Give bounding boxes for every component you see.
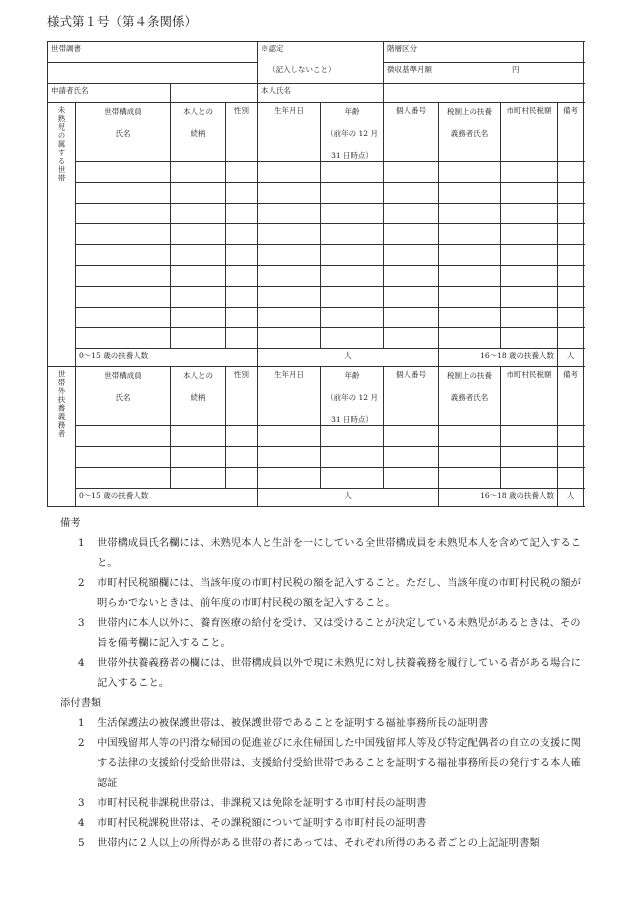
table-row[interactable] — [48, 307, 584, 328]
section1-label: 未熟児の属する世帯 — [57, 106, 66, 183]
list-item: 4 世帯外扶養義務者の欄には、世帯構成員以外で現に未熟児に対し扶養義務を履行している者がある場合に記入すること。 — [78, 657, 581, 689]
dep-0-15-label: 0～15 歳の扶養人数 — [79, 491, 149, 501]
survey-blank-cell — [48, 63, 258, 84]
person-unit: 人 — [566, 491, 575, 501]
col-relation: 本人との 続柄 — [171, 103, 226, 162]
list-item: 5 世帯内に２人以上の所得がある世帯の者にあっては、それぞれ所得のある者ごとの上記証明書類 — [78, 837, 540, 849]
table-row[interactable] — [48, 328, 584, 349]
col-remarks: 備考 — [558, 103, 584, 162]
table-row[interactable] — [48, 447, 584, 468]
col-remarks: 備考 — [558, 367, 584, 426]
dep-16-18-label: 16～18 歳の扶養人数 — [480, 351, 555, 361]
col-birthdate: 生年月日 — [258, 103, 321, 162]
person-label-cell — [258, 84, 384, 103]
dep-0-15-label: 0～15 歳の扶養人数 — [79, 351, 149, 361]
basis-month-cell[interactable] — [384, 63, 584, 84]
list-item: 3 市町村民税非課税世帯は、非課税又は免除を証明する市町村長の証明書 — [78, 797, 427, 809]
certification-note: （記入しないこと） — [268, 64, 336, 74]
applicant-label: 申請者氏名 — [51, 86, 89, 95]
certification-label-cell — [258, 42, 384, 63]
table-row[interactable] — [48, 468, 584, 489]
dep-0-15-label-cell — [76, 489, 258, 507]
list-item: 1 世帯構成員氏名欄には、未熟児本人と生計を一にしている全世帯構成員を未熟児本人を含めて記入すること。 — [78, 537, 581, 569]
col-age: 年齢 （前年の 12 月 31 日時点） — [321, 103, 384, 162]
col-relation: 本人との 続柄 — [171, 367, 226, 426]
table-row[interactable] — [48, 286, 584, 307]
bracket-cell[interactable] — [384, 42, 584, 63]
person-unit: 人 — [344, 351, 352, 361]
person-unit: 人 — [566, 351, 575, 361]
basis-month-label: 徴収基準月額 — [387, 65, 433, 74]
section1-label-cell — [48, 103, 76, 367]
household-survey-table — [47, 41, 584, 507]
table-row[interactable] — [48, 245, 584, 266]
col-tax-dependent: 税制上の扶養 義務者氏名 — [439, 103, 501, 162]
yen-unit: 円 — [512, 65, 520, 74]
col-municipal-tax: 市町村民税額 — [501, 367, 558, 426]
col-member-name: 世帯構成員 氏名 — [76, 103, 171, 162]
list-item: 3 世帯内に本人以外に、養育医療の給付を受け、又は受けることが決定している未熟児があるときは、その旨を備考欄に記入すること。 — [78, 617, 581, 649]
dep-16-18-label-cell — [439, 489, 558, 507]
dep-16-18-label-cell — [439, 349, 558, 367]
bracket-label: 階層区分 — [387, 44, 418, 53]
col-personal-number: 個人番号 — [384, 103, 439, 162]
applicant-label-cell — [48, 84, 171, 103]
form-title: 様式第１号（第４条関係） — [47, 14, 198, 29]
dep-0-15-label-cell — [76, 349, 258, 367]
applicant-name-field[interactable] — [171, 84, 258, 103]
table-row[interactable] — [48, 203, 584, 224]
col-municipal-tax: 市町村民税額 — [501, 103, 558, 162]
person-name-field[interactable] — [384, 84, 584, 103]
col-member-name: 世帯構成員 氏名 — [76, 367, 171, 426]
dep-0-15-field[interactable] — [258, 489, 439, 507]
survey-label: 世帯調書 — [51, 44, 81, 53]
table-row[interactable] — [48, 182, 584, 203]
section2-label-cell — [48, 367, 76, 507]
certification-note-cell — [258, 63, 384, 84]
notes-section — [60, 513, 590, 853]
attachments-title: 添付書類 — [60, 697, 102, 709]
certification-label: ※認定 — [261, 44, 284, 53]
survey-label-cell — [48, 42, 258, 63]
col-tax-dependent: 税制上の扶養 義務者氏名 — [439, 367, 501, 426]
table-row[interactable] — [48, 162, 584, 183]
table-row[interactable] — [48, 224, 584, 245]
list-item: 1 生活保護法の被保護世帯は、被保護世帯であることを証明する福祉事務所長の証明書 — [78, 717, 489, 729]
dep-16-18-label: 16～18 歳の扶養人数 — [480, 491, 555, 501]
remarks-title: 備考 — [60, 517, 81, 529]
person-unit: 人 — [344, 491, 352, 501]
dep-0-15-field[interactable] — [258, 349, 439, 367]
list-item: 2 市町村民税額欄には、当該年度の市町村民税の額を記入すること。ただし、当該年度の市町村民税の額が明らかでないときは、前年度の市町村民税の額を記入すること。 — [78, 577, 581, 609]
col-sex: 性別 — [226, 103, 258, 162]
dep-16-18-field[interactable] — [558, 349, 584, 367]
list-item: 2 中国残留邦人等の円滑な帰国の促進並びに永住帰国した中国残留邦人等及び特定配偶者の自立の支援に関する法律の支援給付受給世帯は、支援給付受給世帯であることを証明する福祉事務所長の発行する本人確認証 — [78, 737, 581, 789]
section2-label: 世帯外扶養義務者 — [57, 370, 66, 439]
attachments-list — [60, 713, 590, 853]
remarks-list — [60, 533, 590, 693]
list-item: 4 市町村民税課税世帯は、その課税額について証明する市町村長の証明書 — [78, 817, 427, 829]
col-birthdate: 生年月日 — [258, 367, 321, 426]
col-age: 年齢 （前年の 12 月 31 日時点） — [321, 367, 384, 426]
col-personal-number: 個人番号 — [384, 367, 439, 426]
table-row[interactable] — [48, 265, 584, 286]
table-row[interactable] — [48, 426, 584, 447]
person-label: 本人氏名 — [261, 86, 292, 95]
dep-16-18-field[interactable] — [558, 489, 584, 507]
col-sex: 性別 — [226, 367, 258, 426]
